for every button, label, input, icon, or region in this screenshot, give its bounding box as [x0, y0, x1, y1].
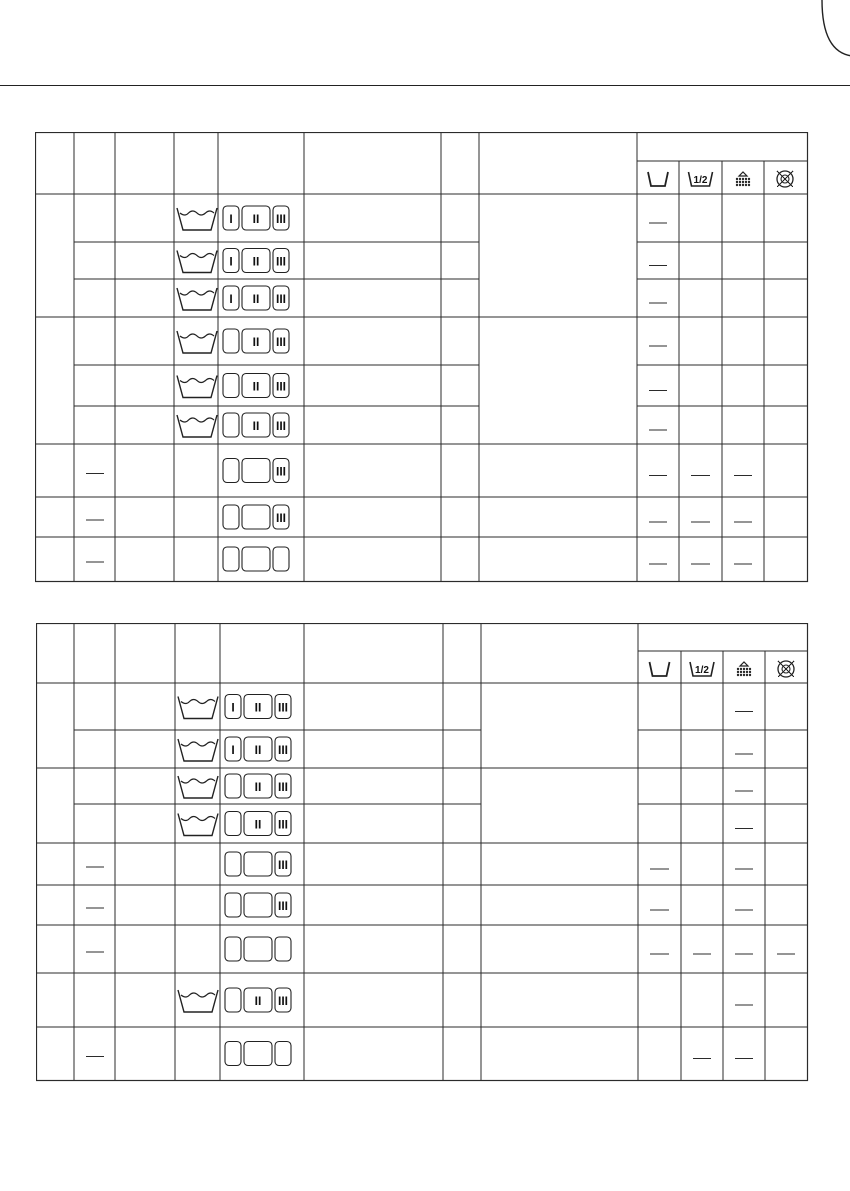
detergent-drawer-icon — [223, 459, 289, 483]
compartment-label: III — [275, 254, 287, 269]
wash-tub-icon — [177, 208, 217, 230]
table-frame — [36, 133, 808, 582]
tub-water — [181, 993, 215, 997]
table-row — [177, 413, 667, 437]
detergent-drawer-icon — [223, 505, 289, 529]
table-row — [177, 286, 667, 310]
wash-tub-icon — [177, 251, 217, 273]
shower-drop — [745, 184, 746, 185]
shower-drop — [742, 178, 743, 179]
compartment-1 — [225, 988, 241, 1012]
wash-tub-icon — [650, 662, 670, 676]
shower-head — [740, 662, 748, 666]
compartment-2 — [244, 1042, 272, 1066]
prewash-shower-icon — [737, 662, 750, 676]
table-row — [86, 937, 795, 961]
top-rule — [0, 85, 850, 86]
compartment-label: III — [277, 899, 289, 913]
wash-tub-icon — [178, 776, 218, 798]
shower-drop — [740, 668, 741, 669]
compartment-label: III — [275, 419, 287, 433]
shower-head — [739, 172, 747, 176]
table-row — [86, 1042, 753, 1066]
shower-drop — [739, 181, 740, 182]
compartment-1 — [225, 774, 241, 798]
compartment-3 — [273, 547, 289, 571]
compartment-label: III — [275, 379, 287, 394]
compartment-label: I — [229, 292, 233, 306]
tub-water — [180, 379, 214, 383]
tub-water — [181, 700, 215, 704]
shower-drop — [736, 178, 737, 179]
options-table-1 — [35, 132, 810, 584]
tub-water — [180, 291, 214, 295]
compartment-label: I — [231, 700, 235, 715]
compartment-label: II — [254, 743, 262, 757]
compartment-label: II — [252, 419, 260, 433]
shower-drop — [737, 668, 738, 669]
shower-drop — [736, 184, 737, 185]
tub-water — [180, 254, 214, 258]
tub-outline — [648, 172, 668, 186]
compartment-label: III — [277, 780, 289, 794]
half-load-label: 1/2 — [693, 175, 708, 186]
compartment-1 — [225, 812, 241, 836]
table-row — [178, 737, 753, 761]
compartment-label: II — [254, 700, 262, 715]
compartment-label: III — [275, 511, 287, 525]
table-row — [177, 249, 667, 273]
compartment-2 — [242, 505, 270, 529]
compartment-2 — [242, 547, 270, 571]
compartment-3 — [275, 937, 291, 961]
table-row — [86, 505, 752, 529]
compartment-label: III — [275, 212, 287, 226]
wash-tub-icon — [177, 331, 217, 353]
table-row — [177, 206, 667, 230]
shower-drop — [743, 674, 744, 675]
compartment-label: III — [275, 464, 287, 479]
no-spin-icon — [777, 171, 793, 187]
compartment-1 — [223, 413, 239, 437]
detergent-drawer-icon — [225, 852, 291, 876]
compartment-2 — [244, 893, 272, 917]
compartment-label: I — [231, 743, 235, 757]
shower-drop — [748, 184, 749, 185]
options-table-2 — [36, 623, 811, 1083]
compartment-1 — [223, 505, 239, 529]
tub-water — [180, 418, 214, 422]
compartment-label: II — [254, 817, 262, 832]
shower-drop — [743, 668, 744, 669]
table-row — [178, 695, 753, 719]
detergent-drawer-icon — [223, 206, 289, 230]
compartment-1 — [223, 547, 239, 571]
compartment-1 — [223, 374, 239, 398]
compartment-label: III — [275, 335, 287, 349]
half-load-icon — [690, 662, 714, 676]
compartment-label: III — [277, 743, 289, 757]
shower-drop — [746, 674, 747, 675]
detergent-drawer-icon — [223, 286, 289, 310]
corner-arc-icon — [816, 0, 850, 60]
detergent-drawer-icon — [223, 329, 289, 353]
compartment-label: II — [252, 379, 260, 394]
compartment-label: III — [277, 858, 289, 872]
shower-drop — [742, 184, 743, 185]
shower-drop — [749, 674, 750, 675]
compartment-1 — [223, 459, 239, 483]
wash-tub-icon — [177, 415, 217, 437]
detergent-drawer-icon — [223, 374, 289, 398]
shower-drop — [745, 178, 746, 179]
tub-water — [180, 211, 214, 215]
table-row — [86, 893, 753, 917]
compartment-2 — [244, 852, 272, 876]
shower-drop — [746, 671, 747, 672]
detergent-drawer-icon — [225, 893, 291, 917]
shower-drop — [740, 674, 741, 675]
table-row — [86, 459, 752, 483]
shower-drop — [745, 181, 746, 182]
half-load-icon — [689, 172, 713, 186]
compartment-label: III — [277, 994, 289, 1008]
tub-water — [181, 742, 215, 746]
compartment-label: II — [252, 212, 260, 226]
compartment-label: III — [275, 292, 287, 306]
shower-drop — [748, 181, 749, 182]
table-row — [86, 852, 753, 876]
compartment-1 — [225, 1042, 241, 1066]
shower-drop — [740, 671, 741, 672]
wash-tub-icon — [178, 697, 218, 719]
compartment-label: I — [229, 254, 233, 269]
compartment-label: II — [254, 994, 262, 1008]
detergent-drawer-icon — [225, 737, 291, 761]
detergent-drawer-icon — [223, 413, 289, 437]
tub-water — [180, 334, 214, 338]
table-row — [177, 374, 667, 398]
detergent-drawer-icon — [225, 695, 291, 719]
wash-tub-icon — [177, 376, 217, 398]
shower-drop — [748, 178, 749, 179]
table-row — [86, 547, 752, 571]
detergent-drawer-icon — [225, 937, 291, 961]
shower-drop — [749, 668, 750, 669]
compartment-label: II — [254, 780, 262, 794]
detergent-drawer-icon — [225, 988, 291, 1012]
wash-tub-icon — [178, 990, 218, 1012]
shower-drop — [742, 181, 743, 182]
compartment-1 — [225, 893, 241, 917]
table-row — [178, 988, 753, 1012]
compartment-2 — [244, 937, 272, 961]
wash-tub-icon — [178, 739, 218, 761]
table-row — [177, 329, 667, 353]
shower-drop — [743, 671, 744, 672]
no-spin-icon — [778, 661, 794, 677]
shower-drop — [736, 181, 737, 182]
compartment-1 — [225, 937, 241, 961]
shower-drop — [749, 671, 750, 672]
compartment-label: III — [277, 817, 289, 832]
wash-tub-icon — [178, 814, 218, 836]
detergent-drawer-icon — [223, 547, 289, 571]
wash-tub-icon — [648, 172, 668, 186]
compartment-label: III — [277, 700, 289, 715]
shower-drop — [739, 184, 740, 185]
tub-outline — [650, 662, 670, 676]
shower-drop — [737, 671, 738, 672]
half-load-label: 1/2 — [695, 665, 709, 676]
shower-drop — [739, 178, 740, 179]
compartment-label: II — [252, 335, 260, 349]
compartment-1 — [225, 852, 241, 876]
compartment-3 — [275, 1042, 291, 1066]
wash-tub-icon — [177, 288, 217, 310]
table-frame — [37, 624, 808, 1081]
shower-drop — [746, 668, 747, 669]
table-row — [178, 812, 753, 836]
compartment-1 — [223, 329, 239, 353]
detergent-drawer-icon — [225, 1042, 291, 1066]
compartment-label: I — [229, 212, 233, 226]
tub-water — [181, 779, 215, 783]
table-row — [178, 774, 753, 798]
tub-water — [181, 817, 215, 821]
shower-drop — [737, 674, 738, 675]
compartment-2 — [242, 459, 270, 483]
detergent-drawer-icon — [225, 774, 291, 798]
detergent-drawer-icon — [223, 249, 289, 273]
compartment-label: II — [252, 292, 260, 306]
prewash-shower-icon — [736, 172, 749, 186]
detergent-drawer-icon — [225, 812, 291, 836]
compartment-label: II — [252, 254, 260, 269]
